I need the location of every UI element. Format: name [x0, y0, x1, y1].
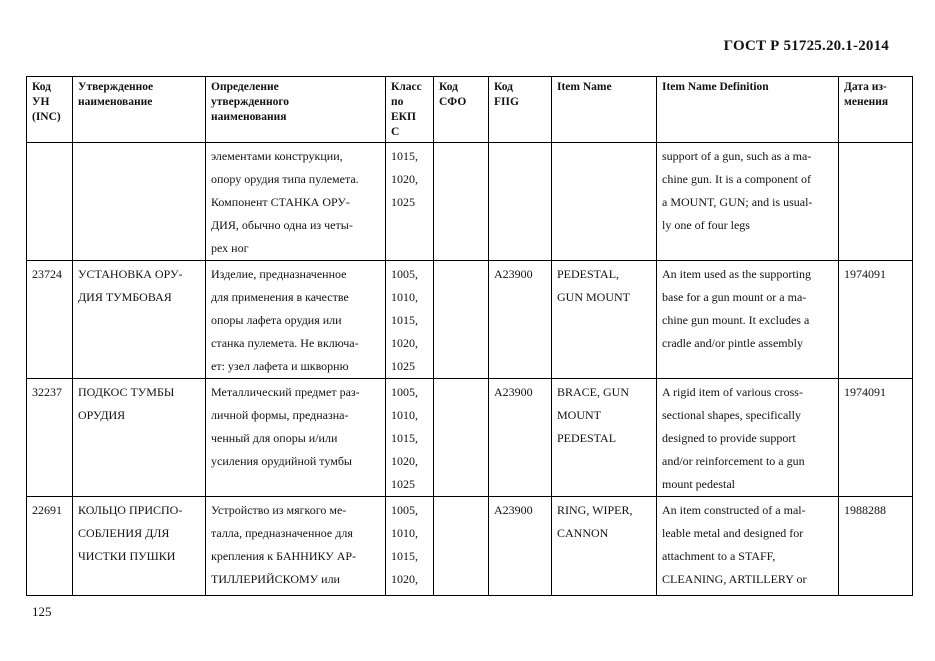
- class-cell-line: 1020,: [391, 572, 418, 586]
- item-name-cell: [552, 261, 657, 379]
- item-definition-cell-line: attachment to a STAFF,: [662, 549, 776, 563]
- item-definition-cell-line: sectional shapes, specifically: [662, 408, 801, 422]
- header-class-line: ЕКП: [391, 111, 416, 123]
- name-definition-cell-line: для применения в качестве: [211, 290, 349, 304]
- class-cell-line: 1005,: [391, 503, 418, 517]
- item-name-cell-line: CANNON: [557, 526, 609, 540]
- class-cell-line: 1025: [391, 359, 415, 373]
- name-definition-cell-line: элементами конструкции,: [211, 149, 343, 163]
- approved-name-cell: [73, 143, 206, 261]
- change-date-cell: [839, 143, 913, 261]
- header-sfo-line: Код: [439, 81, 459, 93]
- header-fiig: [489, 77, 552, 143]
- header-change-date-line: менения: [844, 96, 889, 108]
- name-definition-cell-line: талла, предназначенное для: [211, 526, 353, 540]
- table-row: [27, 261, 913, 379]
- table-row: [27, 143, 913, 261]
- change-date-cell: 1974091: [839, 261, 913, 379]
- item-name-cell-line: GUN MOUNT: [557, 290, 630, 304]
- header-sfo-line: СФО: [439, 96, 467, 108]
- class-cell: [386, 497, 434, 596]
- change-date-cell: 1974091: [839, 379, 913, 497]
- item-definition-cell-line: An item used as the supporting: [662, 267, 811, 281]
- item-definition-cell-line: mount pedestal: [662, 477, 735, 491]
- item-definition-cell-line: leable metal and designed for: [662, 526, 804, 540]
- class-cell-line: 1005,: [391, 385, 418, 399]
- fiig-cell: A23900: [489, 261, 552, 379]
- item-name-cell-line: MOUNT: [557, 408, 601, 422]
- class-cell-line: 1015,: [391, 313, 418, 327]
- approved-name-cell-line: СОБЛЕНИЯ ДЛЯ: [78, 526, 170, 540]
- table-row: [27, 379, 913, 497]
- name-definition-cell: [206, 143, 386, 261]
- document-code: ГОСТ Р 51725.20.1-2014: [723, 38, 889, 54]
- item-name-cell-line: RING, WIPER,: [557, 503, 633, 517]
- header-class-line: по: [391, 96, 404, 108]
- class-cell-line: 1005,: [391, 267, 418, 281]
- class-cell: [386, 379, 434, 497]
- item-definition-cell: [657, 379, 839, 497]
- header-item-name-definition-line: Item Name Definition: [662, 81, 769, 93]
- fiig-cell: A23900: [489, 379, 552, 497]
- item-name-cell-line: PEDESTAL,: [557, 267, 620, 281]
- item-definition-cell: [657, 143, 839, 261]
- item-definition-cell-line: An item constructed of a mal-: [662, 503, 806, 517]
- name-definition-cell-line: станка пулемета. Не включа-: [211, 336, 359, 350]
- item-definition-cell-line: ly one of four legs: [662, 218, 750, 232]
- header-item-name-line: Item Name: [557, 81, 612, 93]
- inc-cell: [27, 143, 73, 261]
- approved-name-cell: [73, 379, 206, 497]
- name-definition-cell-line: Металлический предмет раз-: [211, 385, 360, 399]
- item-definition-cell-line: A rigid item of various cross-: [662, 385, 803, 399]
- name-definition-cell-line: ет: узел лафета и шкворню: [211, 359, 349, 373]
- approved-name-cell: [73, 497, 206, 596]
- fiig-cell: [489, 143, 552, 261]
- sfo-cell: [434, 497, 489, 596]
- catalog-table: [26, 76, 913, 596]
- class-cell-line: 1025: [391, 195, 415, 209]
- name-definition-cell-line: Изделие, предназначенное: [211, 267, 347, 281]
- name-definition-cell: [206, 261, 386, 379]
- header-sfo: [434, 77, 489, 143]
- header-approved-name-line: Утвержденное: [78, 81, 154, 93]
- item-name-cell: [552, 497, 657, 596]
- class-cell: [386, 143, 434, 261]
- item-name-cell-line: BRACE, GUN: [557, 385, 630, 399]
- approved-name-cell-line: КОЛЬЦО ПРИСПО-: [78, 503, 183, 517]
- name-definition-cell: [206, 497, 386, 596]
- name-definition-cell-line: опоры лафета орудия или: [211, 313, 342, 327]
- table-row: [27, 497, 913, 596]
- header-change-date: [839, 77, 913, 143]
- item-definition-cell-line: base for a gun mount or a ma-: [662, 290, 807, 304]
- item-definition-cell: [657, 261, 839, 379]
- inc-cell: 23724: [27, 261, 73, 379]
- name-definition-cell-line: опору орудия типа пулемета.: [211, 172, 359, 186]
- name-definition-cell-line: ТИЛЛЕРИЙСКОМУ или: [211, 572, 340, 586]
- item-definition-cell-line: chine gun mount. It excludes a: [662, 313, 810, 327]
- class-cell-line: 1015,: [391, 431, 418, 445]
- name-definition-cell-line: Компонент СТАНКА ОРУ-: [211, 195, 350, 209]
- name-definition-cell-line: личной формы, предназна-: [211, 408, 349, 422]
- name-definition-cell: [206, 379, 386, 497]
- header-inc-line: (INC): [32, 111, 61, 123]
- sfo-cell: [434, 379, 489, 497]
- header-approved-name-line: наименование: [78, 96, 153, 108]
- table-header-row: [27, 77, 913, 143]
- name-definition-cell-line: усиления орудийной тумбы: [211, 454, 352, 468]
- item-name-cell: [552, 379, 657, 497]
- class-cell-line: 1015,: [391, 549, 418, 563]
- name-definition-cell-line: крепления к БАННИКУ АР-: [211, 549, 357, 563]
- class-cell-line: 1025: [391, 477, 415, 491]
- change-date-cell: 1988288: [839, 497, 913, 596]
- class-cell-line: 1010,: [391, 408, 418, 422]
- class-cell-line: 1020,: [391, 454, 418, 468]
- header-fiig-line: Код: [494, 81, 514, 93]
- header-class-line: Класс: [391, 81, 422, 93]
- class-cell-line: 1020,: [391, 172, 418, 186]
- item-definition-cell-line: support of a gun, such as a ma-: [662, 149, 812, 163]
- header-inc: [27, 77, 73, 143]
- header-item-name-definition: [657, 77, 839, 143]
- page-number: 125: [32, 604, 52, 619]
- table-body: [27, 143, 913, 596]
- header-inc-line: Код: [32, 81, 52, 93]
- approved-name-cell: [73, 261, 206, 379]
- sfo-cell: [434, 143, 489, 261]
- header-name-definition-line: наименования: [211, 111, 287, 123]
- approved-name-cell-line: ОРУДИЯ: [78, 408, 126, 422]
- item-definition-cell-line: a MOUNT, GUN; and is usual-: [662, 195, 813, 209]
- header-fiig-line: FIIG: [494, 96, 519, 108]
- header-class: [386, 77, 434, 143]
- item-definition-cell-line: CLEANING, ARTILLERY or: [662, 572, 807, 586]
- approved-name-cell-line: ДИЯ ТУМБОВАЯ: [78, 290, 172, 304]
- inc-cell: 32237: [27, 379, 73, 497]
- item-name-cell: [552, 143, 657, 261]
- name-definition-cell-line: Устройство из мягкого ме-: [211, 503, 347, 517]
- class-cell-line: 1010,: [391, 290, 418, 304]
- name-definition-cell-line: ДИЯ, обычно одна из четы-: [211, 218, 353, 232]
- approved-name-cell-line: ЧИСТКИ ПУШКИ: [78, 549, 176, 563]
- approved-name-cell-line: ПОДКОС ТУМБЫ: [78, 385, 175, 399]
- sfo-cell: [434, 261, 489, 379]
- header-item-name: [552, 77, 657, 143]
- fiig-cell: A23900: [489, 497, 552, 596]
- item-name-cell-line: PEDESTAL: [557, 431, 617, 445]
- class-cell: [386, 261, 434, 379]
- item-definition-cell: [657, 497, 839, 596]
- name-definition-cell-line: рех ног: [211, 241, 249, 255]
- header-name-definition: [206, 77, 386, 143]
- item-definition-cell-line: cradle and/or pintle assembly: [662, 336, 803, 350]
- header-name-definition-line: Определение: [211, 81, 279, 93]
- class-cell-line: 1020,: [391, 336, 418, 350]
- header-name-definition-line: утвержденного: [211, 96, 290, 108]
- class-cell-line: 1010,: [391, 526, 418, 540]
- header-change-date-line: Дата из-: [844, 81, 887, 93]
- header-approved-name: [73, 77, 206, 143]
- header-class-line: С: [391, 126, 400, 138]
- item-definition-cell-line: designed to provide support: [662, 431, 796, 445]
- class-cell-line: 1015,: [391, 149, 418, 163]
- inc-cell: 22691: [27, 497, 73, 596]
- item-definition-cell-line: chine gun. It is a component of: [662, 172, 811, 186]
- item-definition-cell-line: and/or reinforcement to a gun: [662, 454, 805, 468]
- approved-name-cell-line: УСТАНОВКА ОРУ-: [78, 267, 183, 281]
- header-inc-line: УН: [32, 96, 50, 108]
- name-definition-cell-line: ченный для опоры и/или: [211, 431, 338, 445]
